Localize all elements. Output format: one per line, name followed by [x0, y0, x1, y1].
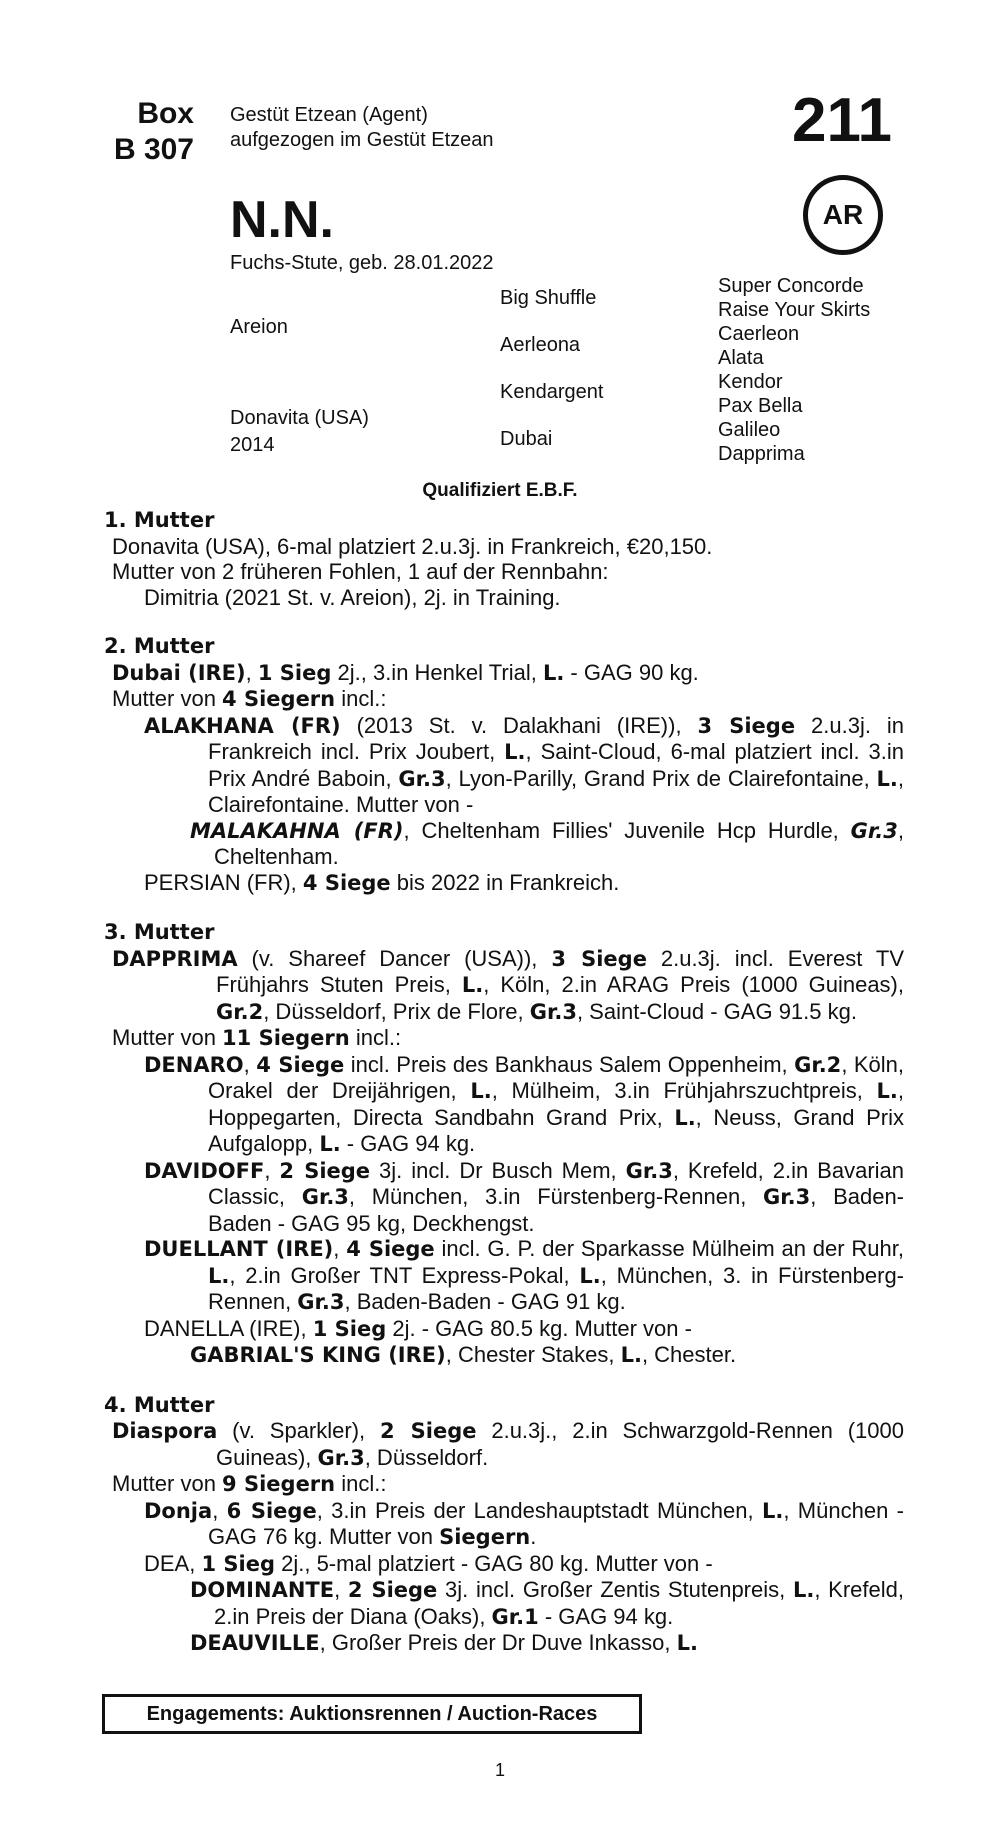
group-bold: Gr.1 [491, 1604, 539, 1629]
wins-bold: 4 Siege [256, 1052, 345, 1077]
text: , Großer Preis der Dr Duve Inkasso, [319, 1630, 677, 1655]
produce-entry [144, 870, 904, 897]
group-bold: Gr.3 [317, 1445, 365, 1470]
pedigree-dam: Donavita (USA) [230, 407, 369, 429]
dam-produce-summary [112, 1025, 904, 1052]
listed-bold: L. [208, 1263, 230, 1288]
text: - GAG 94 kg. [340, 1131, 476, 1156]
text: , Neuss, Grand Prix Aufgalopp, [208, 1104, 904, 1156]
pedigree-dam-sire: Kendargent [500, 381, 604, 403]
horse-bold: Dubai (IRE) [112, 660, 246, 685]
group-bold: Gr.2 [216, 999, 264, 1024]
pedigree-sire-sire: Big Shuffle [500, 287, 597, 309]
pedigree-g4-8: Dapprima [718, 443, 805, 465]
text: , Cheltenham Fillies' Juvenile Hcp Hurdle, [403, 817, 851, 843]
engagements-box: Engagements: Auktionsrennen / Auction-Races [102, 1694, 642, 1734]
text: - GAG 90 kg. [564, 659, 699, 685]
text: 2j. - GAG 80.5 kg. Mutter von - [386, 1315, 692, 1341]
produce-entry: DUELLANT (IRE), 4 Siege incl. G. P. der Sparkasse Mülheim an der Ruhr, L., 2.in Großer TNT Express-Pokal, L., München, 3. in Fürstenberg-Rennen, Gr.3, Baden-Baden - GAG 91 kg. [144, 1236, 905, 1314]
dam-record [112, 946, 904, 1026]
ar-badge: AR [803, 175, 883, 255]
produce-entry [190, 1342, 904, 1369]
section-heading: 4. Mutter [104, 1392, 215, 1417]
listed-bold: L. [876, 1079, 898, 1103]
text: Mutter von [112, 686, 223, 711]
text: , Chester. [641, 1342, 737, 1367]
text: , Hoppegarten, Directa Sandbahn Grand Prix, [208, 1078, 904, 1130]
text: 3j. incl. Großer Zentis Stutenpreis, [437, 1577, 793, 1602]
wins-bold: 1 Sieg [312, 1316, 387, 1341]
horse-bold: Donja [144, 1498, 213, 1523]
pedigree-dam-year: 2014 [230, 434, 275, 456]
horse-bold: DOMINANTE [190, 1578, 335, 1602]
wins-bold: 4 Siegern [222, 687, 336, 711]
produce-entry [190, 1630, 904, 1657]
text: 3j. incl. Dr Busch Mem, [370, 1157, 626, 1183]
text: 2.u.3j., 2.in Schwarzgold-Rennen (1000 Guineas), [216, 1418, 904, 1470]
wins-bold: 3 Siege [551, 946, 647, 971]
produce-entry: DOMINANTE, 2 Siege 3j. incl. Großer Zentis Stutenpreis, L., Krefeld, 2.in Preis der Diana (Oaks), Gr.1 - GAG 94 kg. [190, 1577, 904, 1629]
pedigree-g4-5: Kendor [718, 371, 783, 393]
text: Mutter von [112, 1471, 223, 1496]
produce-entry [144, 713, 904, 818]
section-fourth-dam [104, 1393, 904, 1657]
wins-bold: 4 Siege [302, 870, 391, 895]
text: , Baden-Baden - GAG 91 kg. [344, 1289, 626, 1314]
horse-bold: GABRIAL'S KING (IRE) [190, 1343, 446, 1367]
text: Mutter von [112, 1025, 223, 1050]
text: , Cheltenham. [214, 817, 904, 869]
text: , Düsseldorf, Prix de Flore, [263, 998, 530, 1024]
pedigree-sire: Areion [230, 316, 288, 338]
wins-bold: 2 Siege [347, 1578, 438, 1602]
listed-bold: L. [504, 740, 526, 764]
text: , Krefeld, 2.in Bavarian Classic, [208, 1157, 905, 1209]
group-bold: Gr.3 [763, 1185, 811, 1209]
text: . [530, 1524, 537, 1549]
text: , Saint-Cloud - GAG 91.5 kg. [576, 998, 857, 1024]
listed-bold: L. [319, 1132, 341, 1156]
horse-bold: DENARO [144, 1052, 244, 1077]
text: 2j., 5-mal platziert - GAG 80 kg. Mutter von - [275, 1550, 713, 1576]
horse-bold: DAPPRIMA [112, 946, 238, 971]
pedigree-g4-4: Alata [718, 347, 764, 369]
wins-bold: 1 Sieg [257, 660, 332, 685]
text: , Lyon-Parilly, Grand Prix de Clairefontaine, [445, 765, 877, 791]
box-number: B 307 [113, 133, 194, 166]
text: DANELLA (IRE), [144, 1315, 313, 1341]
text: 2j., 3.in Henkel Trial, [331, 659, 543, 685]
section-heading: 3. Mutter [104, 920, 215, 944]
wins-bold: 3 Siege [697, 713, 796, 738]
family-sections [104, 508, 904, 1681]
text: , München, 3.in Fürstenberg-Rennen, [348, 1184, 764, 1209]
box-word: Box [137, 97, 194, 130]
winners-bold: Siegern [439, 1525, 531, 1549]
text: DEA, [144, 1550, 202, 1576]
produce-entry [144, 1551, 904, 1578]
dam-record: Dubai (IRE), 1 Sieg 2j., 3.in Henkel Trial, L. - GAG 90 kg. [112, 659, 699, 685]
pedigree-dam-dam: Dubai [500, 428, 553, 450]
text: incl.: [335, 1471, 387, 1496]
produce-entry [190, 818, 904, 870]
wins-bold: 11 Siegern [222, 1026, 350, 1050]
page-number: 1 [494, 1760, 505, 1780]
group-bold: Gr.3 [625, 1158, 673, 1183]
section-third-dam [104, 920, 904, 1369]
text: PERSIAN (FR), [144, 869, 303, 895]
text: incl. Preis des Bankhaus Salem Oppenheim, [344, 1051, 795, 1077]
section-first-dam [104, 508, 904, 610]
horse-bold: Diaspora [112, 1419, 218, 1443]
horse-description: Fuchs-Stute, geb. 28.01.2022 [230, 252, 494, 274]
text: , Mülheim, 3.in Frühjahrszuchtpreis, [491, 1078, 877, 1103]
horse-bold: DEAUVILLE [190, 1631, 320, 1655]
listed-bold: L. [620, 1343, 642, 1367]
pedigree-g4-7: Galileo [718, 419, 781, 441]
text: , Krefeld, 2.in Preis der Diana (Oaks), [214, 1577, 904, 1629]
listed-bold: L. [876, 766, 898, 791]
dam-record: Donavita (USA), 6-mal platziert 2.u.3j. in Frankreich, €20,150. [112, 533, 713, 559]
horse-bold: DAVIDOFF [144, 1158, 265, 1183]
text: , Köln, Orakel der Dreijährigen, [208, 1051, 905, 1103]
breeder-line-2: aufgezogen im Gestüt Etzean [230, 129, 494, 151]
dam-produce-summary [112, 686, 904, 713]
produce-entry: DENARO, 4 Siege incl. Preis des Bankhaus Salem Oppenheim, Gr.2, Köln, Orakel der Dreijährigen, L., Mülheim, 3.in Frühjahrszuchtpreis, L., Hoppegarten, Directa Sandbahn Grand Prix, L., Neuss, Grand Prix Aufgalopp, L. - GAG 94 kg. [144, 1051, 905, 1156]
text: 2.u.3j. in Frankreich incl. Prix Joubert, [208, 712, 904, 764]
section-second-dam [104, 634, 904, 896]
text: , Düsseldorf. [364, 1444, 489, 1470]
text: , 3.in Preis der Landeshauptstadt München, [316, 1497, 762, 1523]
text: incl.: [335, 686, 387, 711]
produce-entry: Dimitria (2021 St. v. Areion), 2j. in Training. [144, 584, 561, 610]
wins-bold: 4 Siege [346, 1237, 435, 1261]
produce-entry: Donja, 6 Siege, 3.in Preis der Landeshauptstadt München, L., München - GAG 76 kg. Mutter von Siegern. [144, 1497, 905, 1549]
lot-number: 211 [791, 86, 892, 155]
section-heading: 1. Mutter [104, 508, 215, 532]
text: , Clairefontaine. Mutter von - [208, 765, 904, 817]
horse-bold: ALAKHANA (FR) [144, 713, 341, 738]
section-heading: 2. Mutter [104, 634, 215, 658]
wins-bold: 6 Siege [226, 1498, 317, 1523]
pedigree-g4-6: Pax Bella [718, 395, 803, 417]
text: - GAG 94 kg. [538, 1603, 674, 1629]
listed-bold: L. [579, 1263, 601, 1288]
text: , Köln, 2.in ARAG Preis (1000 Guineas), [483, 972, 904, 997]
produce-entry: DAVIDOFF, 2 Siege 3j. incl. Dr Busch Mem, Gr.3, Krefeld, 2.in Bavarian Classic, Gr.3, München, 3.in Fürstenberg-Rennen, Gr.3, Baden-Baden - GAG 95 kg, Deckhengst. [144, 1157, 905, 1236]
text: incl. G. P. der Sparkasse Mülheim an der Ruhr, [434, 1236, 905, 1261]
listed-bold: L. [461, 973, 484, 997]
breeder-info [230, 103, 494, 153]
horse-bold-italic: MALAKAHNA (FR) [190, 818, 404, 843]
dam-produce-summary [112, 1471, 904, 1498]
text: , Baden-Baden - GAG 95 kg, Deckhengst. [208, 1184, 905, 1236]
horse-name: N.N. [230, 191, 334, 249]
group-bold: Gr.3 [398, 766, 446, 791]
text: (v. Sparkler), [217, 1418, 380, 1443]
listed-bold: L. [542, 660, 565, 685]
listed-bold: L. [674, 1105, 696, 1130]
dam-produce-summary: Mutter von 2 früheren Fohlen, 1 auf der Rennbahn: [112, 559, 609, 584]
group-bold: Gr.2 [794, 1052, 842, 1077]
text: incl.: [349, 1025, 402, 1050]
qualification: Qualifiziert E.B.F. [422, 480, 578, 501]
wins-bold: 1 Sieg [201, 1551, 275, 1576]
wins-bold: 9 Siegern [222, 1472, 336, 1496]
text: , München, 3. in Fürstenberg-Rennen, [208, 1262, 905, 1314]
group-bold: Gr.3 [297, 1290, 345, 1314]
dam-record [112, 1418, 904, 1471]
pedigree-g4-2: Raise Your Skirts [718, 299, 871, 321]
box-label [90, 96, 194, 168]
pedigree-g4-3: Caerleon [718, 323, 800, 345]
listed-bold: L. [792, 1578, 815, 1602]
text: , 2.in Großer TNT Express-Pokal, [229, 1262, 580, 1288]
pedigree-g4-1: Super Concorde [718, 275, 864, 297]
breeder-line-1: Gestüt Etzean (Agent) [230, 104, 428, 126]
text: , Chester Stakes, [445, 1342, 621, 1367]
group-bold: Gr.3 [301, 1185, 349, 1209]
group-bold-italic: Gr.3 [850, 818, 898, 843]
text: , Saint-Cloud, 6-mal platziert incl. 3.in Prix André Baboin, [208, 739, 905, 791]
listed-bold: L. [470, 1079, 492, 1103]
group-bold: Gr.3 [529, 999, 577, 1024]
produce-entry [144, 1316, 904, 1343]
wins-bold: 2 Siege [279, 1158, 371, 1183]
listed-bold: L. [761, 1498, 784, 1523]
horse-bold: DUELLANT (IRE) [144, 1237, 334, 1261]
text: (2013 St. v. Dalakhani (IRE)), [340, 712, 698, 738]
text: (v. Shareef Dancer (USA)), [237, 945, 552, 971]
listed-bold: L. [676, 1631, 698, 1655]
text: bis 2022 in Frankreich. [390, 869, 620, 895]
wins-bold: 2 Siege [380, 1419, 477, 1443]
text: 2.u.3j. incl. Everest TV Frühjahrs Stuten Preis, [216, 945, 904, 997]
text: , München - GAG 76 kg. Mutter von [208, 1497, 905, 1549]
pedigree-sire-dam: Aerleona [500, 334, 581, 356]
